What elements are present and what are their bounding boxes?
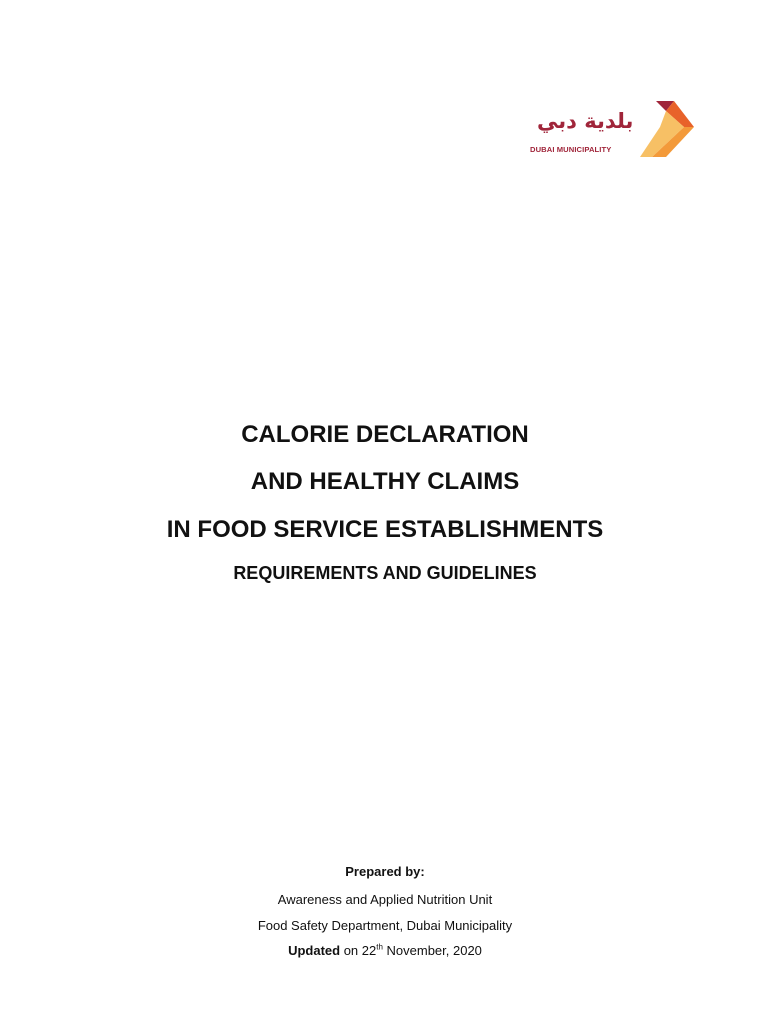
title-line-3: IN FOOD SERVICE ESTABLISHMENTS [166,516,604,543]
title-line-1: CALORIE DECLARATION [241,421,529,448]
updated-word: Updated [288,943,341,958]
logo-english-text: DUBAI MUNICIPALITY [530,145,612,154]
prepared-department: Food Safety Department, Dubai Municipality [257,918,513,933]
prepared-unit: Awareness and Applied Nutrition Unit [277,892,493,907]
updated-date-text: November, 2020 [382,943,482,958]
updated-date-line [0,943,770,958]
updated-ordinal-suffix: th [376,942,383,952]
prepared-by-label: Prepared by: [345,864,425,879]
title-line-2: AND HEALTHY CLAIMS [250,468,520,495]
logo-mark-icon [630,101,694,159]
document-subtitle: REQUIREMENTS AND GUIDELINES [233,563,537,583]
dubai-municipality-logo [527,101,697,159]
updated-on-text: on 22 [340,943,377,958]
logo-arabic-text: بلدية دبي [537,109,634,133]
